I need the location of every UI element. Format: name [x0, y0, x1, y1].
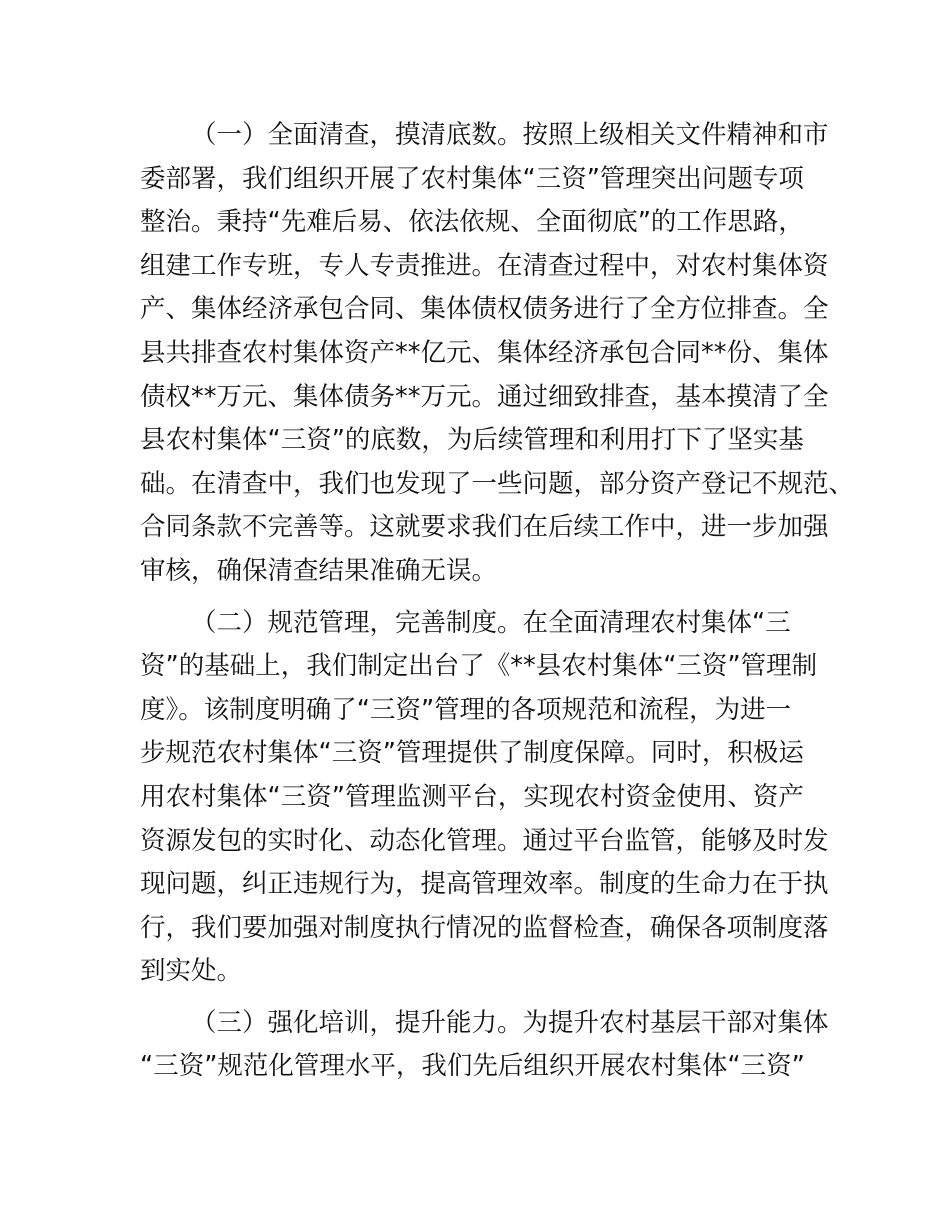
paragraph-1 [140, 114, 855, 594]
text-line: 整治。秉持“先难后易、依法依规、全面彻底”的工作思路， [140, 207, 804, 238]
text-line: 步规范农村集体“三资”管理提供了制度保障。同时，积极运 [140, 738, 804, 769]
text-line: 资源发包的实时化、动态化管理。通过平台监管，能够及时发 [140, 825, 829, 856]
text-line: 合同条款不完善等。这就要求我们在后续工作中，进一步加强 [140, 512, 829, 543]
document-body [140, 114, 855, 1089]
text-line: （三）强化培训，提升能力。为提升农村基层干部对集体 [191, 1007, 829, 1038]
text-line: 县共排查农村集体资产**亿元、集体经济承包合同**份、集体 [140, 337, 829, 368]
text-line: （一）全面清查，摸清底数。按照上级相关文件精神和市 [191, 120, 829, 150]
text-line: 到实处。 [140, 956, 243, 987]
text-line: 度》。该制度明确了“三资”管理的各项规范和流程，为进一 [140, 694, 792, 725]
text-line: 组建工作专班，专人专责推进。在清查过程中，对农村集体资 [140, 250, 829, 281]
text-line: 债权**万元、集体债务**万元。通过细致排查，基本摸清了全 [140, 381, 829, 412]
text-line: 础。在清查中，我们也发现了一些问题，部分资产登记不规范、 [140, 468, 855, 499]
text-line: 产、集体经济承包合同、集体债权债务进行了全方位排查。全 [140, 294, 829, 325]
text-line: “三资”规范化管理水平，我们先后组织开展农村集体“三资” [140, 1051, 805, 1082]
text-line: 审核，确保清查结果准确无误。 [140, 555, 498, 586]
text-line: 行，我们要加强对制度执行情况的监督检查，确保各项制度落 [140, 912, 829, 943]
text-line: 县农村集体“三资”的底数，为后续管理和利用打下了坚实基 [140, 425, 804, 456]
text-line: （二）规范管理，完善制度。在全面清理农村集体“三 [191, 607, 791, 638]
text-line: 委部署，我们组织开展了农村集体“三资”管理突出问题专项 [140, 163, 804, 194]
text-line: 资”的基础上，我们制定出台了《**县农村集体“三资”管理制 [140, 651, 818, 682]
paragraph-3 [140, 1002, 829, 1089]
text-line: 现问题，纠正违规行为，提高管理效率。制度的生命力在于执 [140, 869, 829, 900]
text-line: 用农村集体“三资”管理监测平台，实现农村资金使用、资产 [140, 781, 804, 812]
paragraph-2 [140, 602, 829, 994]
